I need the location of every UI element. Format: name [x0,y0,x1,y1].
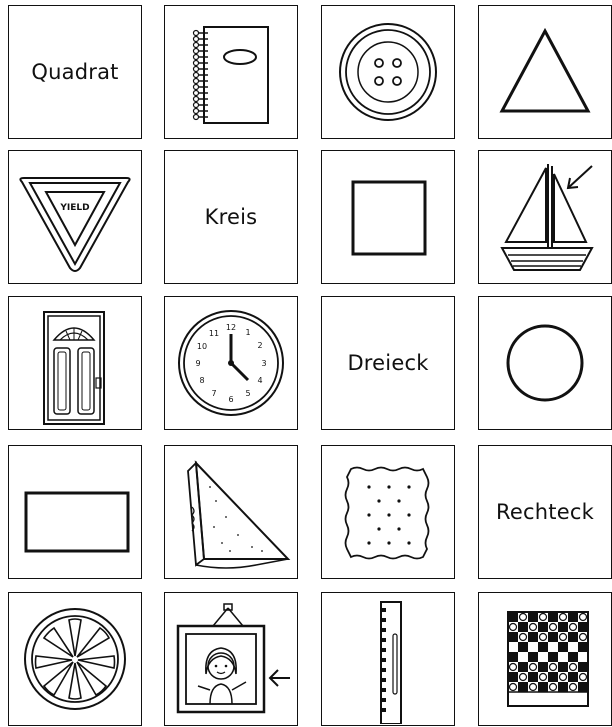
ruler-icon [323,594,453,724]
word-label: Dreieck [347,351,429,375]
square-icon [323,152,453,282]
clock-number: 1 [245,328,251,337]
card-word-quadrat[interactable] [8,5,142,139]
word-label: Quadrat [31,60,119,84]
card-clock[interactable] [164,296,298,430]
word-label: Kreis [204,205,258,229]
clock-number: 6 [228,395,234,404]
clock-number: 3 [261,359,267,368]
checkerboard-icon [480,594,610,724]
card-sandwich[interactable] [164,445,298,579]
clock-number: 12 [225,323,237,332]
card-yield-sign[interactable] [8,150,142,284]
card-ruler[interactable] [321,592,455,726]
card-word-kreis[interactable] [164,150,298,284]
clock-number: 7 [211,389,217,398]
card-circle[interactable] [478,296,612,430]
sandwich-icon [166,447,296,577]
triangle-icon [480,7,610,137]
door-icon [10,298,140,428]
picture-frame-icon [166,594,296,724]
clock-number: 4 [257,376,263,385]
circle-icon [480,298,610,428]
card-word-dreieck[interactable] [321,296,455,430]
card-notebook[interactable] [164,5,298,139]
card-square[interactable] [321,150,455,284]
card-sailboat[interactable] [478,150,612,284]
card-cracker[interactable] [321,445,455,579]
button-icon [323,7,453,137]
card-picture-frame[interactable] [164,592,298,726]
clock-number: 2 [257,341,263,350]
clock-number: 8 [199,376,205,385]
card-door[interactable] [8,296,142,430]
yield-sign-icon [10,152,140,282]
card-triangle[interactable] [478,5,612,139]
sailboat-icon [480,152,610,282]
card-button[interactable] [321,5,455,139]
yield-text: YIELD [60,203,90,213]
rectangle-icon [10,447,140,577]
clock-number: 5 [245,389,251,398]
card-checkerboard[interactable] [478,592,612,726]
arrow-icon [568,166,592,188]
card-orange-slice[interactable] [8,592,142,726]
card-rectangle[interactable] [8,445,142,579]
clock-number: 11 [208,329,220,338]
orange-slice-icon [10,594,140,724]
spiral-notebook-icon [166,7,296,137]
clock-number: 9 [195,359,201,368]
word-label: Rechteck [496,500,594,524]
card-word-rechteck[interactable] [478,445,612,579]
cracker-icon [323,447,453,577]
clock-icon [166,298,296,428]
clock-number: 10 [196,342,208,351]
